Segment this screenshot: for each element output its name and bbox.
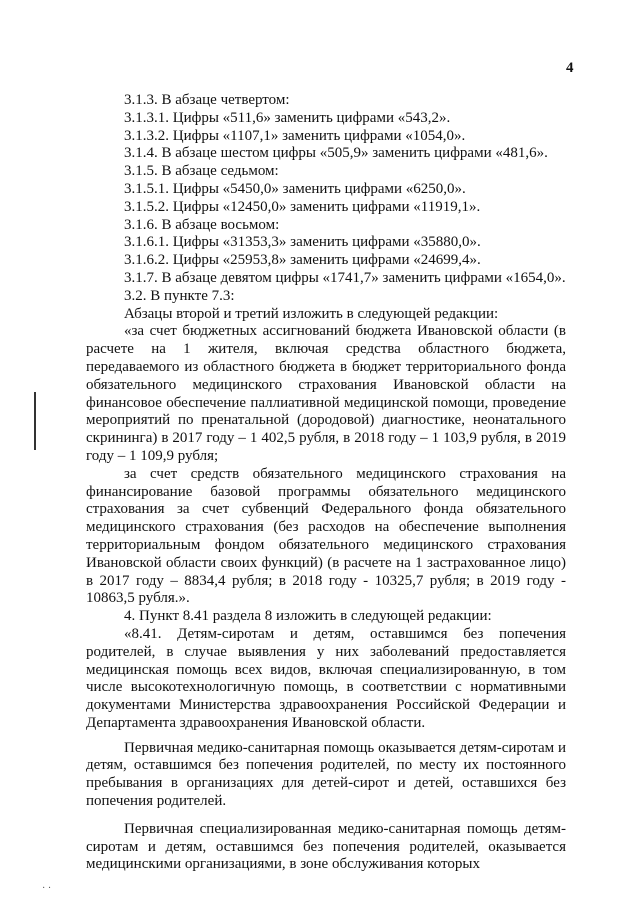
paragraph: «8.41. Детям-сиротам и детям, оставшимся без попечения родителей, в случае выявления у них заболеваний предоставляется медицинская помощь всех видов, включая специализированную, в том числе высокотехнологичную помощь, в соответствии с нормативными документами Министерства здравоохранения Российской Федерации и Департамента здравоохранения Ивановской области. [86,625,566,731]
scan-speck: · · [42,883,52,894]
paragraph: Абзацы второй и третий изложить в следующей редакции: [124,305,499,322]
paragraph: 3.1.6. В абзаце восьмом: [124,216,280,233]
paragraph: за счет средств обязательного медицинского страхования на финансирование базовой программы обязательного медицинского страхования за счет субвенций Федерального фонда обязательного медицинского страхования (без расходов на обеспечение выполнения территориальным фондом обязательного медицинского страхования Ивановской области своих функций) (в расчете на 1 застрахованное лицо) в 2017 году – 8834,4 рубля; в 2018 году - 10325,7 рубля; в 2019 году - 10863,5 рубля.». [86,465,566,607]
paragraph: 3.1.5.2. Цифры «12450,0» заменить цифрами «11919,1». [124,198,481,215]
paragraph: «за счет бюджетных ассигнований бюджета Ивановской области (в расчете на 1 жителя, включая средства областного бюджета, передаваемого из областного бюджета в бюджет территориального фонда обязательного медицинского страхования Ивановской области на финансовое обеспечение паллиативной медицинской помощи, проведение мероприятий по пренатальной (дородовой) диагностике, неонатального скрининга) в 2017 году – 1 402,5 рубля, в 2018 году – 1 103,9 рубля, в 2019 году – 1 109,9 рубля; [86,323,566,464]
paragraph: 3.1.3.1. Цифры «511,6» заменить цифрами «543,2». [124,109,451,126]
paragraph: 3.1.4. В абзаце шестом цифры «505,9» заменить цифрами «481,6». [124,145,548,162]
paragraph: 3.1.6.1. Цифры «31353,3» заменить цифрами «35880,0». [124,234,481,251]
margin-mark [34,392,36,450]
paragraph: 3.1.5.1. Цифры «5450,0» заменить цифрами «6250,0». [124,180,466,197]
paragraph: 3.1.3. В абзаце четвертом: [124,92,290,108]
paragraph: 4. Пункт 8.41 раздела 8 изложить в следующей редакции: [124,608,492,625]
paragraph: Первичная специализированная медико-санитарная помощь детям-сиротам и детям, оставшимся без попечения родителей, оказывается медицинскими организациями, в зоне обслуживания которых [86,820,566,873]
paragraph: 3.2. В пункте 7.3: [124,287,235,304]
paragraph: 3.1.3.2. Цифры «1107,1» заменить цифрами «1054,0». [124,127,466,144]
page-number: 4 [566,60,574,76]
paragraph: 3.1.5. В абзаце седьмом: [124,163,279,180]
document-body [86,92,566,874]
paragraph: 3.1.6.2. Цифры «25953,8» заменить цифрами «24699,4». [124,252,481,269]
paragraph: Первичная медико-санитарная помощь оказывается детям-сиротам и детям, оставшимся без попечения родителей, по месту их постоянного пребывания в организациях для детей-сирот и детей, оставшихся без попечения родителей. [86,739,566,810]
paragraph: 3.1.7. В абзаце девятом цифры «1741,7» заменить цифрами «1654,0». [124,269,566,286]
